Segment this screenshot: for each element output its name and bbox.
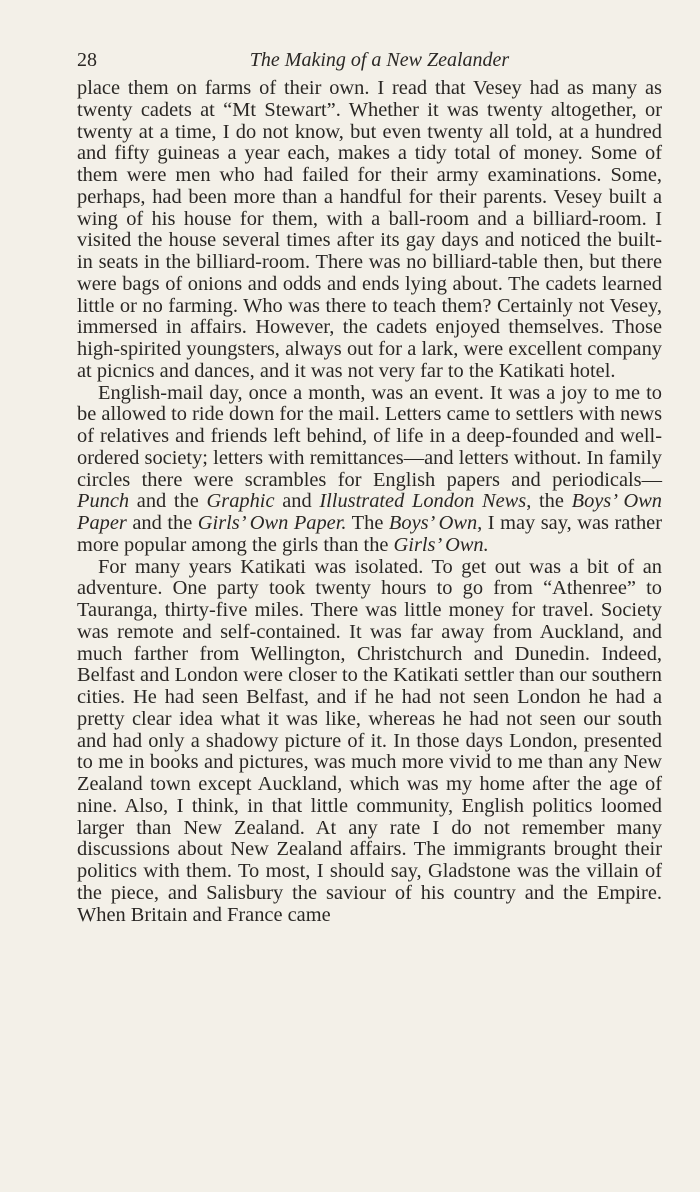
italic-title: Illustrated London News (319, 490, 527, 513)
text-run: The (346, 512, 389, 534)
paragraph-english-mail (77, 383, 662, 557)
paragraph-isolation (77, 557, 662, 927)
italic-title: Boys’ Own, (388, 512, 483, 534)
italic-title: Punch (77, 490, 130, 513)
paragraph-cadets (77, 78, 662, 383)
text-run: I may say, was rather more popular among the girls than the (77, 512, 663, 556)
text-run: and (274, 490, 320, 513)
italic-title: Girls’ Own Paper. (197, 512, 347, 534)
text-run: and the (129, 490, 207, 513)
text-run: For many years Katikati was isolated. To get out was a bit of an adventure. One party took twenty hours to go from “Athenree” to Tauranga, thirty-five miles. There was little money for travel. Society was remote and self-contained. It was far away from Auckland, and much farther from Wellington, Christchurch and Dunedin. Indeed, Belfast and London were closer to the Katikati settler than our southern cities. He had seen Belfast, and if he had not seen London he had a pretty clear idea what it was like, whereas he had not seen our south and had only a shadowy picture of it. In those days London, presented to me in books and pictures, was much more vivid to me than any New Zealand town except Auckland, which was my home after the age of nine. Also, I think, in that little community, English politics loomed larger than New Zealand. At any rate I do not remember many discussions about New Zealand affairs. The immigrants brought their politics with them. To most, I should say, Gladstone was the villain of the piece, and Salisbury the saviour of his country and the Empire. When Britain and France came (77, 555, 662, 926)
book-page (77, 44, 662, 926)
italic-title: Boys’ Own Paper (77, 490, 662, 534)
text-run: English-mail day, once a month, was an event. It was a joy to me to be allowed to ride down for the mail. Letters came to settlers with news of relatives and friends left behind, of life in a deep-founded and well-ordered society; letters with remittances—and letters without. In family circles there were scrambles for English papers and periodicals— (77, 381, 662, 491)
running-head (77, 44, 662, 76)
text-run: and the (126, 512, 198, 534)
page-number: 28 (77, 49, 97, 71)
text-run: place them on farms of their own. I read that Vesey had as many as twenty cadets at “Mt Stewart”. Whether it was twenty altogether, or twenty at a time, I do not know, but even twenty all told, at a hundred and fifty guineas a year each, makes a tidy total of money. Some of them were men who had failed for their army examinations. Some, perhaps, had been more than a handful for their parents. Vesey built a wing of his house for them, with a ball-room and a billiard-room. I visited the house several times after its gay days and noticed the built-in seats in the billiard-room. There was no billiard-table then, but there were bags of onions and odds and ends lying about. The cadets learned little or no farming. Who was there to teach them? Certainly not Vesey, immersed in affairs. However, the cadets enjoyed themselves. Those high-spirited youngsters, always out for a lark, were excellent company at picnics and dances, and it was not very far to the Katikati hotel. (77, 77, 662, 382)
running-title: The Making of a New Zealander (249, 49, 510, 71)
body-text (77, 78, 662, 926)
italic-title: Graphic (206, 490, 275, 513)
text-run: , the (526, 490, 572, 513)
italic-title: Girls’ Own. (393, 533, 489, 556)
